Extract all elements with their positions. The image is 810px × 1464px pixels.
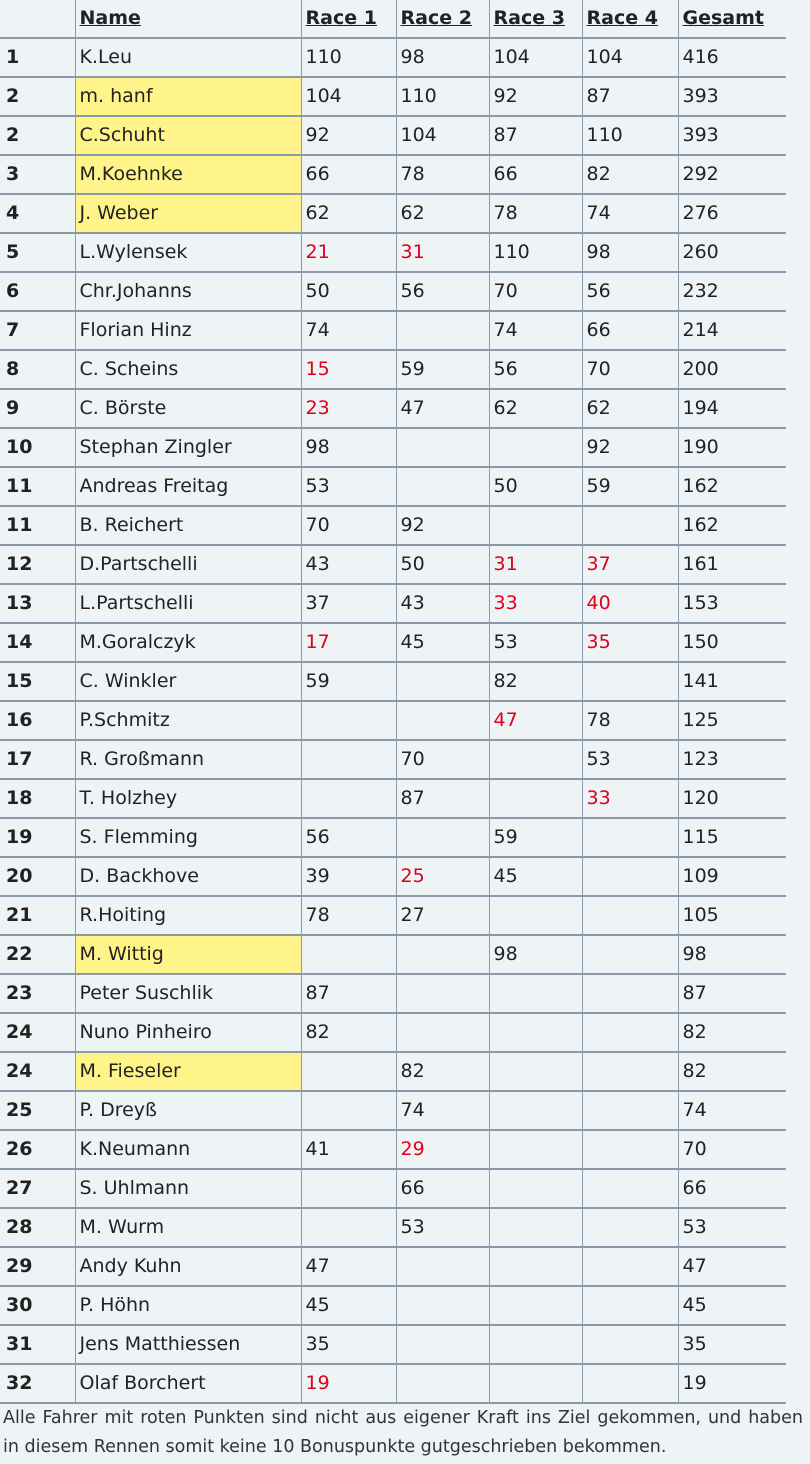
race-3-points-cell: [489, 1364, 582, 1403]
race-4-points-cell: 82: [582, 155, 678, 194]
race-4-points-cell: 33: [582, 779, 678, 818]
race-1-points-cell: 43: [301, 545, 396, 584]
race-1-points-cell: 74: [301, 311, 396, 350]
driver-name-cell: Olaf Borchert: [75, 1364, 301, 1403]
driver-name-cell: C. Börste: [75, 389, 301, 428]
driver-name-cell: Andreas Freitag: [75, 467, 301, 506]
table-row: [0, 935, 786, 974]
race-1-points-cell: 78: [301, 896, 396, 935]
table-row: [0, 818, 786, 857]
position-cell: 6: [0, 272, 75, 311]
race-1-points-cell: 47: [301, 1247, 396, 1286]
race-3-points-cell: 78: [489, 194, 582, 233]
race-2-points-cell: [396, 935, 489, 974]
race-3-points-cell: [489, 1247, 582, 1286]
race-2-points-cell: 59: [396, 350, 489, 389]
race-2-points-cell: [396, 1286, 489, 1325]
table-row: [0, 38, 786, 77]
race-4-points-cell: 53: [582, 740, 678, 779]
race-3-points-cell: 47: [489, 701, 582, 740]
table-row: [0, 779, 786, 818]
driver-name-cell: C. Scheins: [75, 350, 301, 389]
total-points-cell: 98: [678, 935, 786, 974]
position-cell: 32: [0, 1364, 75, 1403]
table-row: [0, 116, 786, 155]
total-points-cell: 214: [678, 311, 786, 350]
position-cell: 4: [0, 194, 75, 233]
table-row: [0, 584, 786, 623]
race-2-points-cell: 92: [396, 506, 489, 545]
table-row: [0, 1364, 786, 1403]
table-row: [0, 272, 786, 311]
race-1-points-cell: 92: [301, 116, 396, 155]
race-2-points-cell: [396, 1013, 489, 1052]
race-1-points-cell: [301, 1169, 396, 1208]
table-row: [0, 1286, 786, 1325]
total-points-cell: 109: [678, 857, 786, 896]
race-4-points-cell: [582, 1208, 678, 1247]
position-cell: 21: [0, 896, 75, 935]
table-row: [0, 1169, 786, 1208]
table-row: [0, 350, 786, 389]
driver-name-cell: Peter Suschlik: [75, 974, 301, 1013]
total-points-cell: 162: [678, 506, 786, 545]
race-2-points-cell: 87: [396, 779, 489, 818]
position-cell: 2: [0, 116, 75, 155]
table-row: [0, 545, 786, 584]
position-cell: 10: [0, 428, 75, 467]
total-points-cell: 125: [678, 701, 786, 740]
position-cell: 8: [0, 350, 75, 389]
race-2-points-cell: [396, 701, 489, 740]
race-4-points-cell: [582, 818, 678, 857]
driver-name-cell: D.Partschelli: [75, 545, 301, 584]
total-points-cell: 120: [678, 779, 786, 818]
race-3-points-cell: [489, 428, 582, 467]
race-4-points-cell: [582, 1364, 678, 1403]
driver-name-cell: Jens Matthiessen: [75, 1325, 301, 1364]
race-3-points-cell: [489, 1208, 582, 1247]
position-cell: 3: [0, 155, 75, 194]
standings-body: [0, 38, 786, 1403]
driver-name-cell: R.Hoiting: [75, 896, 301, 935]
position-cell: 31: [0, 1325, 75, 1364]
driver-name-cell: Andy Kuhn: [75, 1247, 301, 1286]
position-cell: 24: [0, 1052, 75, 1091]
race-3-points-cell: 56: [489, 350, 582, 389]
race-1-points-cell: [301, 779, 396, 818]
table-row: [0, 155, 786, 194]
race-4-points-cell: [582, 1286, 678, 1325]
race-2-points-cell: 27: [396, 896, 489, 935]
race-4-points-cell: 35: [582, 623, 678, 662]
race-4-points-cell: [582, 974, 678, 1013]
header-total: Gesamt: [678, 0, 786, 38]
table-row: [0, 194, 786, 233]
driver-name-cell: P. Höhn: [75, 1286, 301, 1325]
total-points-cell: 416: [678, 38, 786, 77]
race-2-points-cell: 56: [396, 272, 489, 311]
driver-name-cell: T. Holzhey: [75, 779, 301, 818]
race-2-points-cell: 74: [396, 1091, 489, 1130]
driver-name-cell: S. Flemming: [75, 818, 301, 857]
table-row: [0, 467, 786, 506]
race-2-points-cell: [396, 1325, 489, 1364]
position-cell: 24: [0, 1013, 75, 1052]
race-3-points-cell: 59: [489, 818, 582, 857]
header-race-2: Race 2: [396, 0, 489, 38]
race-1-points-cell: 15: [301, 350, 396, 389]
header-position: [0, 0, 75, 38]
driver-name-cell: Chr.Johanns: [75, 272, 301, 311]
race-4-points-cell: 59: [582, 467, 678, 506]
race-4-points-cell: 87: [582, 77, 678, 116]
race-1-points-cell: 53: [301, 467, 396, 506]
race-1-points-cell: 98: [301, 428, 396, 467]
position-cell: 1: [0, 38, 75, 77]
driver-name-cell: Florian Hinz: [75, 311, 301, 350]
total-points-cell: 161: [678, 545, 786, 584]
driver-name-cell: P.Schmitz: [75, 701, 301, 740]
total-points-cell: 190: [678, 428, 786, 467]
race-4-points-cell: [582, 506, 678, 545]
position-cell: 28: [0, 1208, 75, 1247]
race-3-points-cell: 98: [489, 935, 582, 974]
race-3-points-cell: [489, 1052, 582, 1091]
race-4-points-cell: [582, 1052, 678, 1091]
driver-name-cell: K.Leu: [75, 38, 301, 77]
race-2-points-cell: [396, 311, 489, 350]
race-2-points-cell: 82: [396, 1052, 489, 1091]
race-4-points-cell: 37: [582, 545, 678, 584]
total-points-cell: 74: [678, 1091, 786, 1130]
race-4-points-cell: 104: [582, 38, 678, 77]
position-cell: 17: [0, 740, 75, 779]
race-3-points-cell: 70: [489, 272, 582, 311]
race-3-points-cell: 45: [489, 857, 582, 896]
race-1-points-cell: 19: [301, 1364, 396, 1403]
race-2-points-cell: 110: [396, 77, 489, 116]
race-1-points-cell: 70: [301, 506, 396, 545]
race-3-points-cell: [489, 1169, 582, 1208]
race-4-points-cell: 110: [582, 116, 678, 155]
race-1-points-cell: [301, 1208, 396, 1247]
total-points-cell: 276: [678, 194, 786, 233]
total-points-cell: 123: [678, 740, 786, 779]
race-2-points-cell: [396, 428, 489, 467]
table-row: [0, 896, 786, 935]
race-1-points-cell: 35: [301, 1325, 396, 1364]
race-1-points-cell: 66: [301, 155, 396, 194]
table-row: [0, 1091, 786, 1130]
position-cell: 23: [0, 974, 75, 1013]
table-row: [0, 974, 786, 1013]
race-3-points-cell: [489, 740, 582, 779]
total-points-cell: 82: [678, 1052, 786, 1091]
race-2-points-cell: 104: [396, 116, 489, 155]
total-points-cell: 141: [678, 662, 786, 701]
race-4-points-cell: 66: [582, 311, 678, 350]
table-row: [0, 1013, 786, 1052]
race-3-points-cell: 62: [489, 389, 582, 428]
race-1-points-cell: 56: [301, 818, 396, 857]
driver-name-cell: C. Winkler: [75, 662, 301, 701]
race-2-points-cell: [396, 662, 489, 701]
race-3-points-cell: [489, 1286, 582, 1325]
driver-name-cell: M.Koehnke: [75, 155, 301, 194]
total-points-cell: 19: [678, 1364, 786, 1403]
driver-name-cell: M. Wurm: [75, 1208, 301, 1247]
race-2-points-cell: [396, 467, 489, 506]
total-points-cell: 35: [678, 1325, 786, 1364]
driver-name-cell: L.Wylensek: [75, 233, 301, 272]
race-2-points-cell: [396, 974, 489, 1013]
race-2-points-cell: 70: [396, 740, 489, 779]
race-1-points-cell: [301, 1052, 396, 1091]
table-row: [0, 233, 786, 272]
total-points-cell: 393: [678, 116, 786, 155]
race-3-points-cell: 33: [489, 584, 582, 623]
position-cell: 11: [0, 467, 75, 506]
header-race-4: Race 4: [582, 0, 678, 38]
position-cell: 20: [0, 857, 75, 896]
position-cell: 12: [0, 545, 75, 584]
driver-name-cell: S. Uhlmann: [75, 1169, 301, 1208]
race-3-points-cell: [489, 896, 582, 935]
driver-name-cell: m. hanf: [75, 77, 301, 116]
race-1-points-cell: 87: [301, 974, 396, 1013]
table-row: [0, 857, 786, 896]
table-row: [0, 506, 786, 545]
race-1-points-cell: 41: [301, 1130, 396, 1169]
total-points-cell: 150: [678, 623, 786, 662]
total-points-cell: 260: [678, 233, 786, 272]
driver-name-cell: P. Dreyß: [75, 1091, 301, 1130]
race-4-points-cell: [582, 1247, 678, 1286]
position-cell: 29: [0, 1247, 75, 1286]
race-4-points-cell: 70: [582, 350, 678, 389]
position-cell: 16: [0, 701, 75, 740]
driver-name-cell: Nuno Pinheiro: [75, 1013, 301, 1052]
table-row: [0, 428, 786, 467]
race-4-points-cell: [582, 857, 678, 896]
table-row: [0, 77, 786, 116]
race-1-points-cell: 37: [301, 584, 396, 623]
header-race-1: Race 1: [301, 0, 396, 38]
total-points-cell: 45: [678, 1286, 786, 1325]
race-3-points-cell: [489, 1130, 582, 1169]
race-3-points-cell: [489, 506, 582, 545]
total-points-cell: 53: [678, 1208, 786, 1247]
driver-name-cell: M. Fieseler: [75, 1052, 301, 1091]
total-points-cell: 162: [678, 467, 786, 506]
race-4-points-cell: 62: [582, 389, 678, 428]
race-3-points-cell: [489, 1325, 582, 1364]
table-row: [0, 1247, 786, 1286]
race-1-points-cell: 39: [301, 857, 396, 896]
race-1-points-cell: 23: [301, 389, 396, 428]
total-points-cell: 393: [678, 77, 786, 116]
race-1-points-cell: 110: [301, 38, 396, 77]
race-3-points-cell: 50: [489, 467, 582, 506]
race-4-points-cell: [582, 935, 678, 974]
header-row: [0, 0, 786, 38]
race-2-points-cell: 47: [396, 389, 489, 428]
total-points-cell: 232: [678, 272, 786, 311]
total-points-cell: 292: [678, 155, 786, 194]
race-2-points-cell: 66: [396, 1169, 489, 1208]
position-cell: 7: [0, 311, 75, 350]
race-3-points-cell: 66: [489, 155, 582, 194]
race-4-points-cell: [582, 1091, 678, 1130]
race-3-points-cell: 82: [489, 662, 582, 701]
race-4-points-cell: [582, 1130, 678, 1169]
position-cell: 22: [0, 935, 75, 974]
table-row: [0, 701, 786, 740]
position-cell: 14: [0, 623, 75, 662]
race-1-points-cell: 62: [301, 194, 396, 233]
driver-name-cell: K.Neumann: [75, 1130, 301, 1169]
driver-name-cell: J. Weber: [75, 194, 301, 233]
race-3-points-cell: 31: [489, 545, 582, 584]
total-points-cell: 82: [678, 1013, 786, 1052]
race-4-points-cell: [582, 896, 678, 935]
race-1-points-cell: 45: [301, 1286, 396, 1325]
position-cell: 13: [0, 584, 75, 623]
race-2-points-cell: 98: [396, 38, 489, 77]
race-1-points-cell: 104: [301, 77, 396, 116]
race-2-points-cell: 62: [396, 194, 489, 233]
table-row: [0, 1208, 786, 1247]
driver-name-cell: R. Großmann: [75, 740, 301, 779]
race-4-points-cell: 40: [582, 584, 678, 623]
driver-name-cell: Stephan Zingler: [75, 428, 301, 467]
table-row: [0, 1325, 786, 1364]
driver-name-cell: M. Wittig: [75, 935, 301, 974]
race-1-points-cell: 50: [301, 272, 396, 311]
driver-name-cell: M.Goralczyk: [75, 623, 301, 662]
race-4-points-cell: 98: [582, 233, 678, 272]
total-points-cell: 87: [678, 974, 786, 1013]
race-3-points-cell: 87: [489, 116, 582, 155]
race-4-points-cell: 92: [582, 428, 678, 467]
race-2-points-cell: [396, 1247, 489, 1286]
race-2-points-cell: 78: [396, 155, 489, 194]
position-cell: 25: [0, 1091, 75, 1130]
position-cell: 15: [0, 662, 75, 701]
race-2-points-cell: [396, 818, 489, 857]
race-1-points-cell: 82: [301, 1013, 396, 1052]
table-row: [0, 311, 786, 350]
position-cell: 11: [0, 506, 75, 545]
race-2-points-cell: 31: [396, 233, 489, 272]
total-points-cell: 70: [678, 1130, 786, 1169]
race-3-points-cell: [489, 974, 582, 1013]
race-4-points-cell: 74: [582, 194, 678, 233]
race-2-points-cell: 50: [396, 545, 489, 584]
driver-name-cell: D. Backhove: [75, 857, 301, 896]
race-1-points-cell: 59: [301, 662, 396, 701]
table-row: [0, 389, 786, 428]
position-cell: 2: [0, 77, 75, 116]
total-points-cell: 105: [678, 896, 786, 935]
race-2-points-cell: [396, 1364, 489, 1403]
race-4-points-cell: 78: [582, 701, 678, 740]
table-row: [0, 1130, 786, 1169]
position-cell: 27: [0, 1169, 75, 1208]
race-1-points-cell: [301, 701, 396, 740]
position-cell: 26: [0, 1130, 75, 1169]
race-3-points-cell: [489, 1091, 582, 1130]
race-4-points-cell: [582, 1325, 678, 1364]
race-2-points-cell: 25: [396, 857, 489, 896]
total-points-cell: 153: [678, 584, 786, 623]
race-4-points-cell: 56: [582, 272, 678, 311]
race-4-points-cell: [582, 1013, 678, 1052]
total-points-cell: 194: [678, 389, 786, 428]
race-3-points-cell: 92: [489, 77, 582, 116]
driver-name-cell: B. Reichert: [75, 506, 301, 545]
driver-name-cell: L.Partschelli: [75, 584, 301, 623]
total-points-cell: 66: [678, 1169, 786, 1208]
race-3-points-cell: 74: [489, 311, 582, 350]
position-cell: 18: [0, 779, 75, 818]
total-points-cell: 115: [678, 818, 786, 857]
driver-name-cell: C.Schuht: [75, 116, 301, 155]
position-cell: 9: [0, 389, 75, 428]
footnote: Alle Fahrer mit roten Punkten sind nicht aus eigener Kraft ins Ziel gekommen, und haben in diesem Rennen somit keine 10 Bonuspunkte gutgeschrieben bekommen.: [3, 1408, 803, 1457]
table-row: [0, 623, 786, 662]
total-points-cell: 200: [678, 350, 786, 389]
race-2-points-cell: 45: [396, 623, 489, 662]
race-3-points-cell: [489, 779, 582, 818]
total-points-cell: 47: [678, 1247, 786, 1286]
race-1-points-cell: 17: [301, 623, 396, 662]
race-4-points-cell: [582, 662, 678, 701]
race-1-points-cell: [301, 1091, 396, 1130]
table-row: [0, 740, 786, 779]
header-name: Name: [75, 0, 301, 38]
race-3-points-cell: 53: [489, 623, 582, 662]
race-4-points-cell: [582, 1169, 678, 1208]
race-2-points-cell: 53: [396, 1208, 489, 1247]
position-cell: 30: [0, 1286, 75, 1325]
position-cell: 5: [0, 233, 75, 272]
header-race-3: Race 3: [489, 0, 582, 38]
race-1-points-cell: [301, 740, 396, 779]
race-3-points-cell: [489, 1013, 582, 1052]
table-row: [0, 1052, 786, 1091]
race-2-points-cell: 29: [396, 1130, 489, 1169]
position-cell: 19: [0, 818, 75, 857]
race-1-points-cell: [301, 935, 396, 974]
race-1-points-cell: 21: [301, 233, 396, 272]
table-row: [0, 662, 786, 701]
race-2-points-cell: 43: [396, 584, 489, 623]
race-3-points-cell: 104: [489, 38, 582, 77]
race-3-points-cell: 110: [489, 233, 582, 272]
